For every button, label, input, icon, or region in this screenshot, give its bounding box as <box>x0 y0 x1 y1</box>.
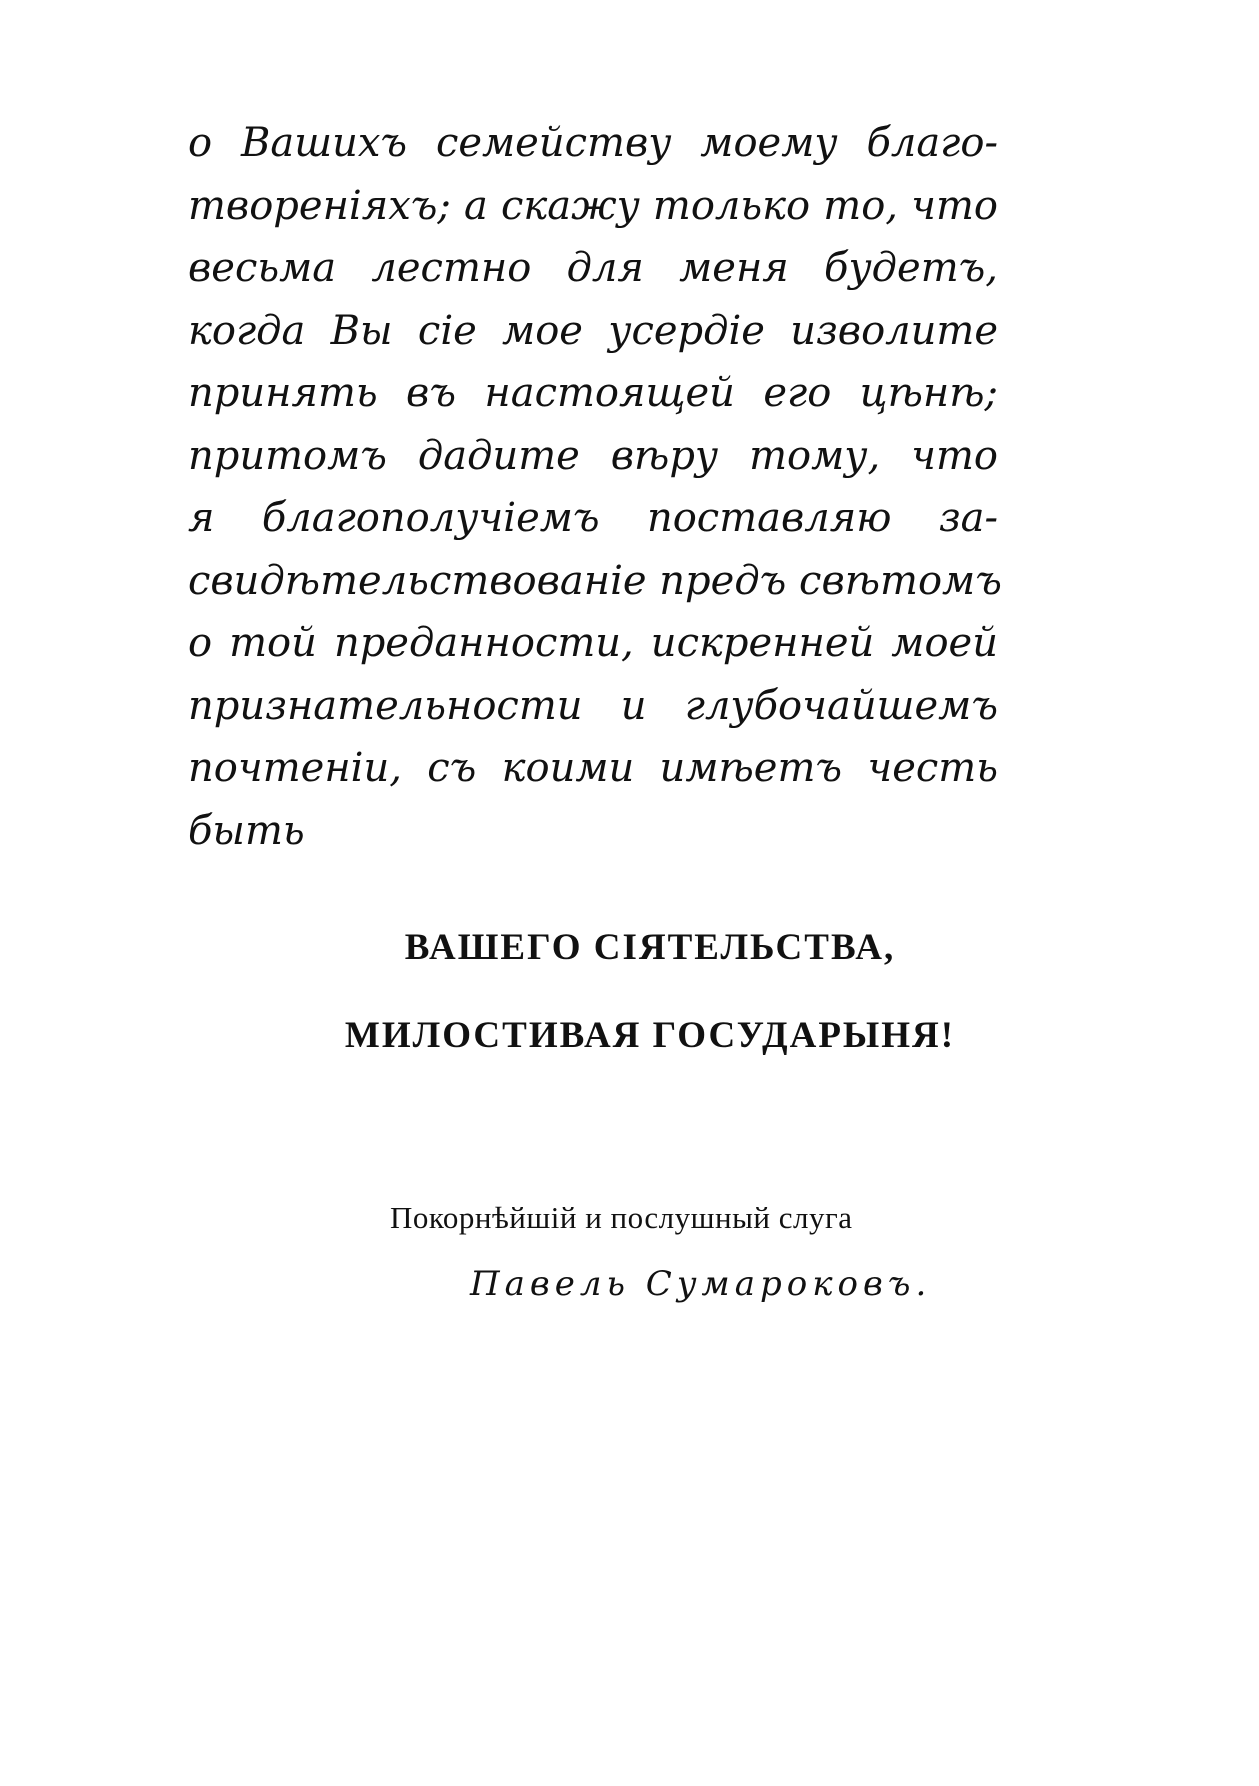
body-line: признательности и глубочайшемъ <box>188 682 998 729</box>
body-line: почтеніи, съ коими имѣетъ честь <box>188 745 998 791</box>
author-signature: Павель Сумароковъ. <box>470 1264 932 1304</box>
body-line: притомъ дадите вѣру тому, что <box>188 432 998 479</box>
body-line: быть <box>188 807 305 854</box>
body-line: я благополучіемъ поставляю за- <box>188 495 998 541</box>
body-line: о Вашихъ семейству моему благо- <box>188 120 998 166</box>
body-line: когда Вы сіе мое усердіе изволите <box>188 307 998 354</box>
body-line: твореніяхъ; а скажу только то, что <box>188 182 998 229</box>
dedication-body-text <box>188 112 1002 862</box>
closing-line: Покорнѣйшій и послушный слуга <box>390 1200 853 1235</box>
address-heading: ВАШЕГО СІЯТЕЛЬСТВА, <box>404 927 896 968</box>
body-line: свидѣтельствованіе предъ свѣтомъ <box>188 557 1002 604</box>
body-line: принять въ настоящей его цѣнѣ; <box>188 370 998 416</box>
salutation-heading: МИЛОСТИВАЯ ГОСУДАРЫНЯ! <box>344 1015 956 1056</box>
body-line: весьма лестно для меня будетъ, <box>188 245 998 291</box>
body-line: о той преданности, искренней моей <box>188 620 998 666</box>
